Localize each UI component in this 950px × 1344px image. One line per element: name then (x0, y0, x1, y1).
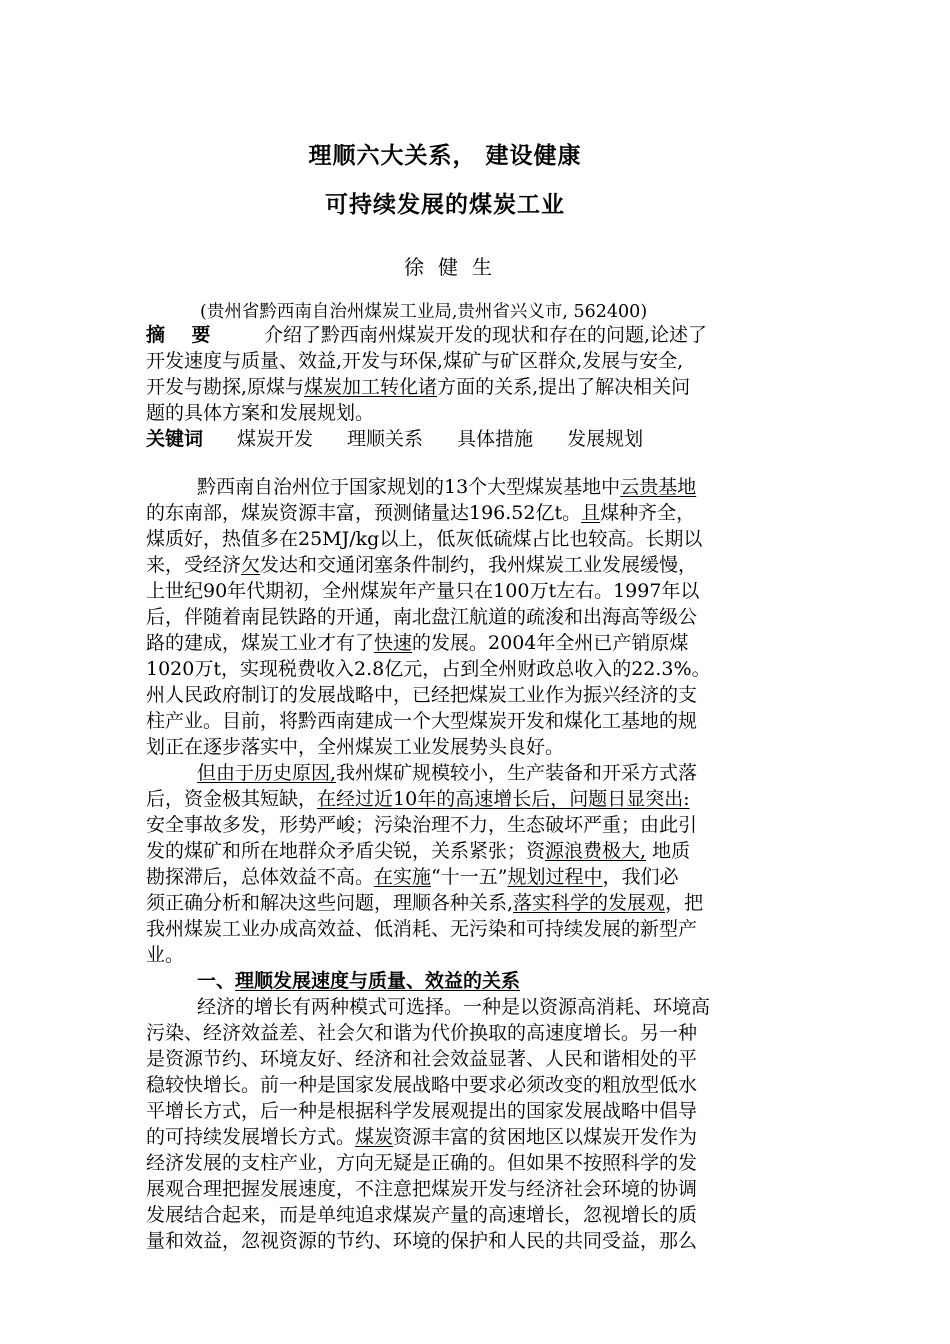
keywords-label: 关键词 (146, 428, 204, 450)
abstract-line: 开发速度与质量、效益,开发与环保,煤矿与矿区群众,发展与安全, (146, 350, 684, 372)
keywords-line: 关键词 煤炭开发 理顺关系 具体措施 发展规划 (146, 428, 644, 450)
section-heading: 一、理顺发展速度与质量、效益的关系 (197, 970, 521, 992)
title-line-1: 理顺六大关系， 建设健康 (308, 143, 582, 169)
abstract-line: 开发与勘探,原煤与煤炭加工转化诸方面的关系,提出了解决相关问 (146, 376, 691, 398)
abstract-label: 摘 要 (146, 324, 211, 346)
affiliation: (贵州省黔西南自治州煤炭工业局,贵州省兴义市, 562400) (200, 302, 648, 322)
abstract-line: 摘 要 介绍了黔西南州煤炭开发的现状和存在的问题,论述了 (146, 324, 708, 346)
author: 徐健生 (404, 255, 506, 279)
abstract-line: 题的具体方案和发展规划。 (146, 402, 375, 424)
title-line-2: 可持续发展的煤炭工业 (325, 192, 565, 218)
document-page: 理顺六大关系， 建设健康 可持续发展的煤炭工业 徐健生 (贵州省黔西南自治州煤炭工业局,贵州省兴义市, 562400) 摘 要 介绍了黔西南州煤炭开发的现状和存在的问题,论述了 开发速度与质量、效益,开发与环保,煤矿与矿区群众,发展与安全, 开发与勘探,原煤与煤炭加工转化诸方面的关系,提出了解决相关问 题的具体方案和发展规划。 关键词 煤炭开发 理顺关系 具体措施 发展规划 黔西南自治州位于国家规划的13个大型煤炭基地中云贵基地 的东南部，煤炭资源丰富，预测储量达196.52亿t。且煤种齐全， 煤质好，热值多在25MJ/kg以上，低灰低硫煤占比也较高。长期以 来，受经济欠发达和交通闭塞条件制约，我州煤炭工业发展缓慢， 上世纪90年代期初，全州煤炭年产量只在100万t左右。1997年以 后，伴随着南昆铁路的开通，南北盘江航道的疏浚和出海高等级公 路的建成，煤炭工业才有了快速的发展。2004年全州已产销原煤 1020万t，实现税费收入2.8亿元，占到全州财政总收入的22.3%。 州人民政府制订的发展战略中，已经把煤炭工业作为振兴经济的支 柱产业。目前，将黔西南建成一个大型煤炭开发和煤化工基地的规 划正在逐步落实中，全州煤炭工业发展势头良好。 但由于历史原因,我州煤矿规模较小，生产装备和开采方式落 后，资金极其短缺，在经过近10年的高速增长后，问题日显突出: 安全事故多发，形势严峻；污染治理不力，生态破坏严重；由此引 发的煤矿和所在地群众矛盾尖锐，关系紧张；资源浪费极大, 地质 勘探滞后，总体效益不高。在实施“十一五”规划过程中，我们必 须正确分析和解决这些问题，理顺各种关系,落实科学的发展观，把 我州煤炭工业办成高效益、低消耗、无污染和可持续发展的新型产 业。 一、理顺发展速度与质量、效益的关系 经济的增长有两种模式可选择。一种是以资源高消耗、环境高 污染、经济效益差、社会欠和谐为代价换取的高速度增长。另一种 是资源节约、环境友好、经济和社会效益显著、人民和谐相处的平 稳较快增长。前一种是国家发展战略中要求必须改变的粗放型低水 平增长方式，后一种是根据科学发展观提出的国家发展战略中倡导 的可持续发展增长方式。煤炭资源丰富的贫困地区以煤炭开发作为 经济发展的支柱产业，方向无疑是正确的。但如果不按照科学的发 展观合理把握发展速度，不注意把煤炭开发与经济社会环境的协调 发展结合起来，而是单纯追求煤炭产量的高速增长，忽视增长的质 量和效益，忽视资源的节约、环境的保护和人民的共同受益，那么 (0, 0, 950, 1344)
